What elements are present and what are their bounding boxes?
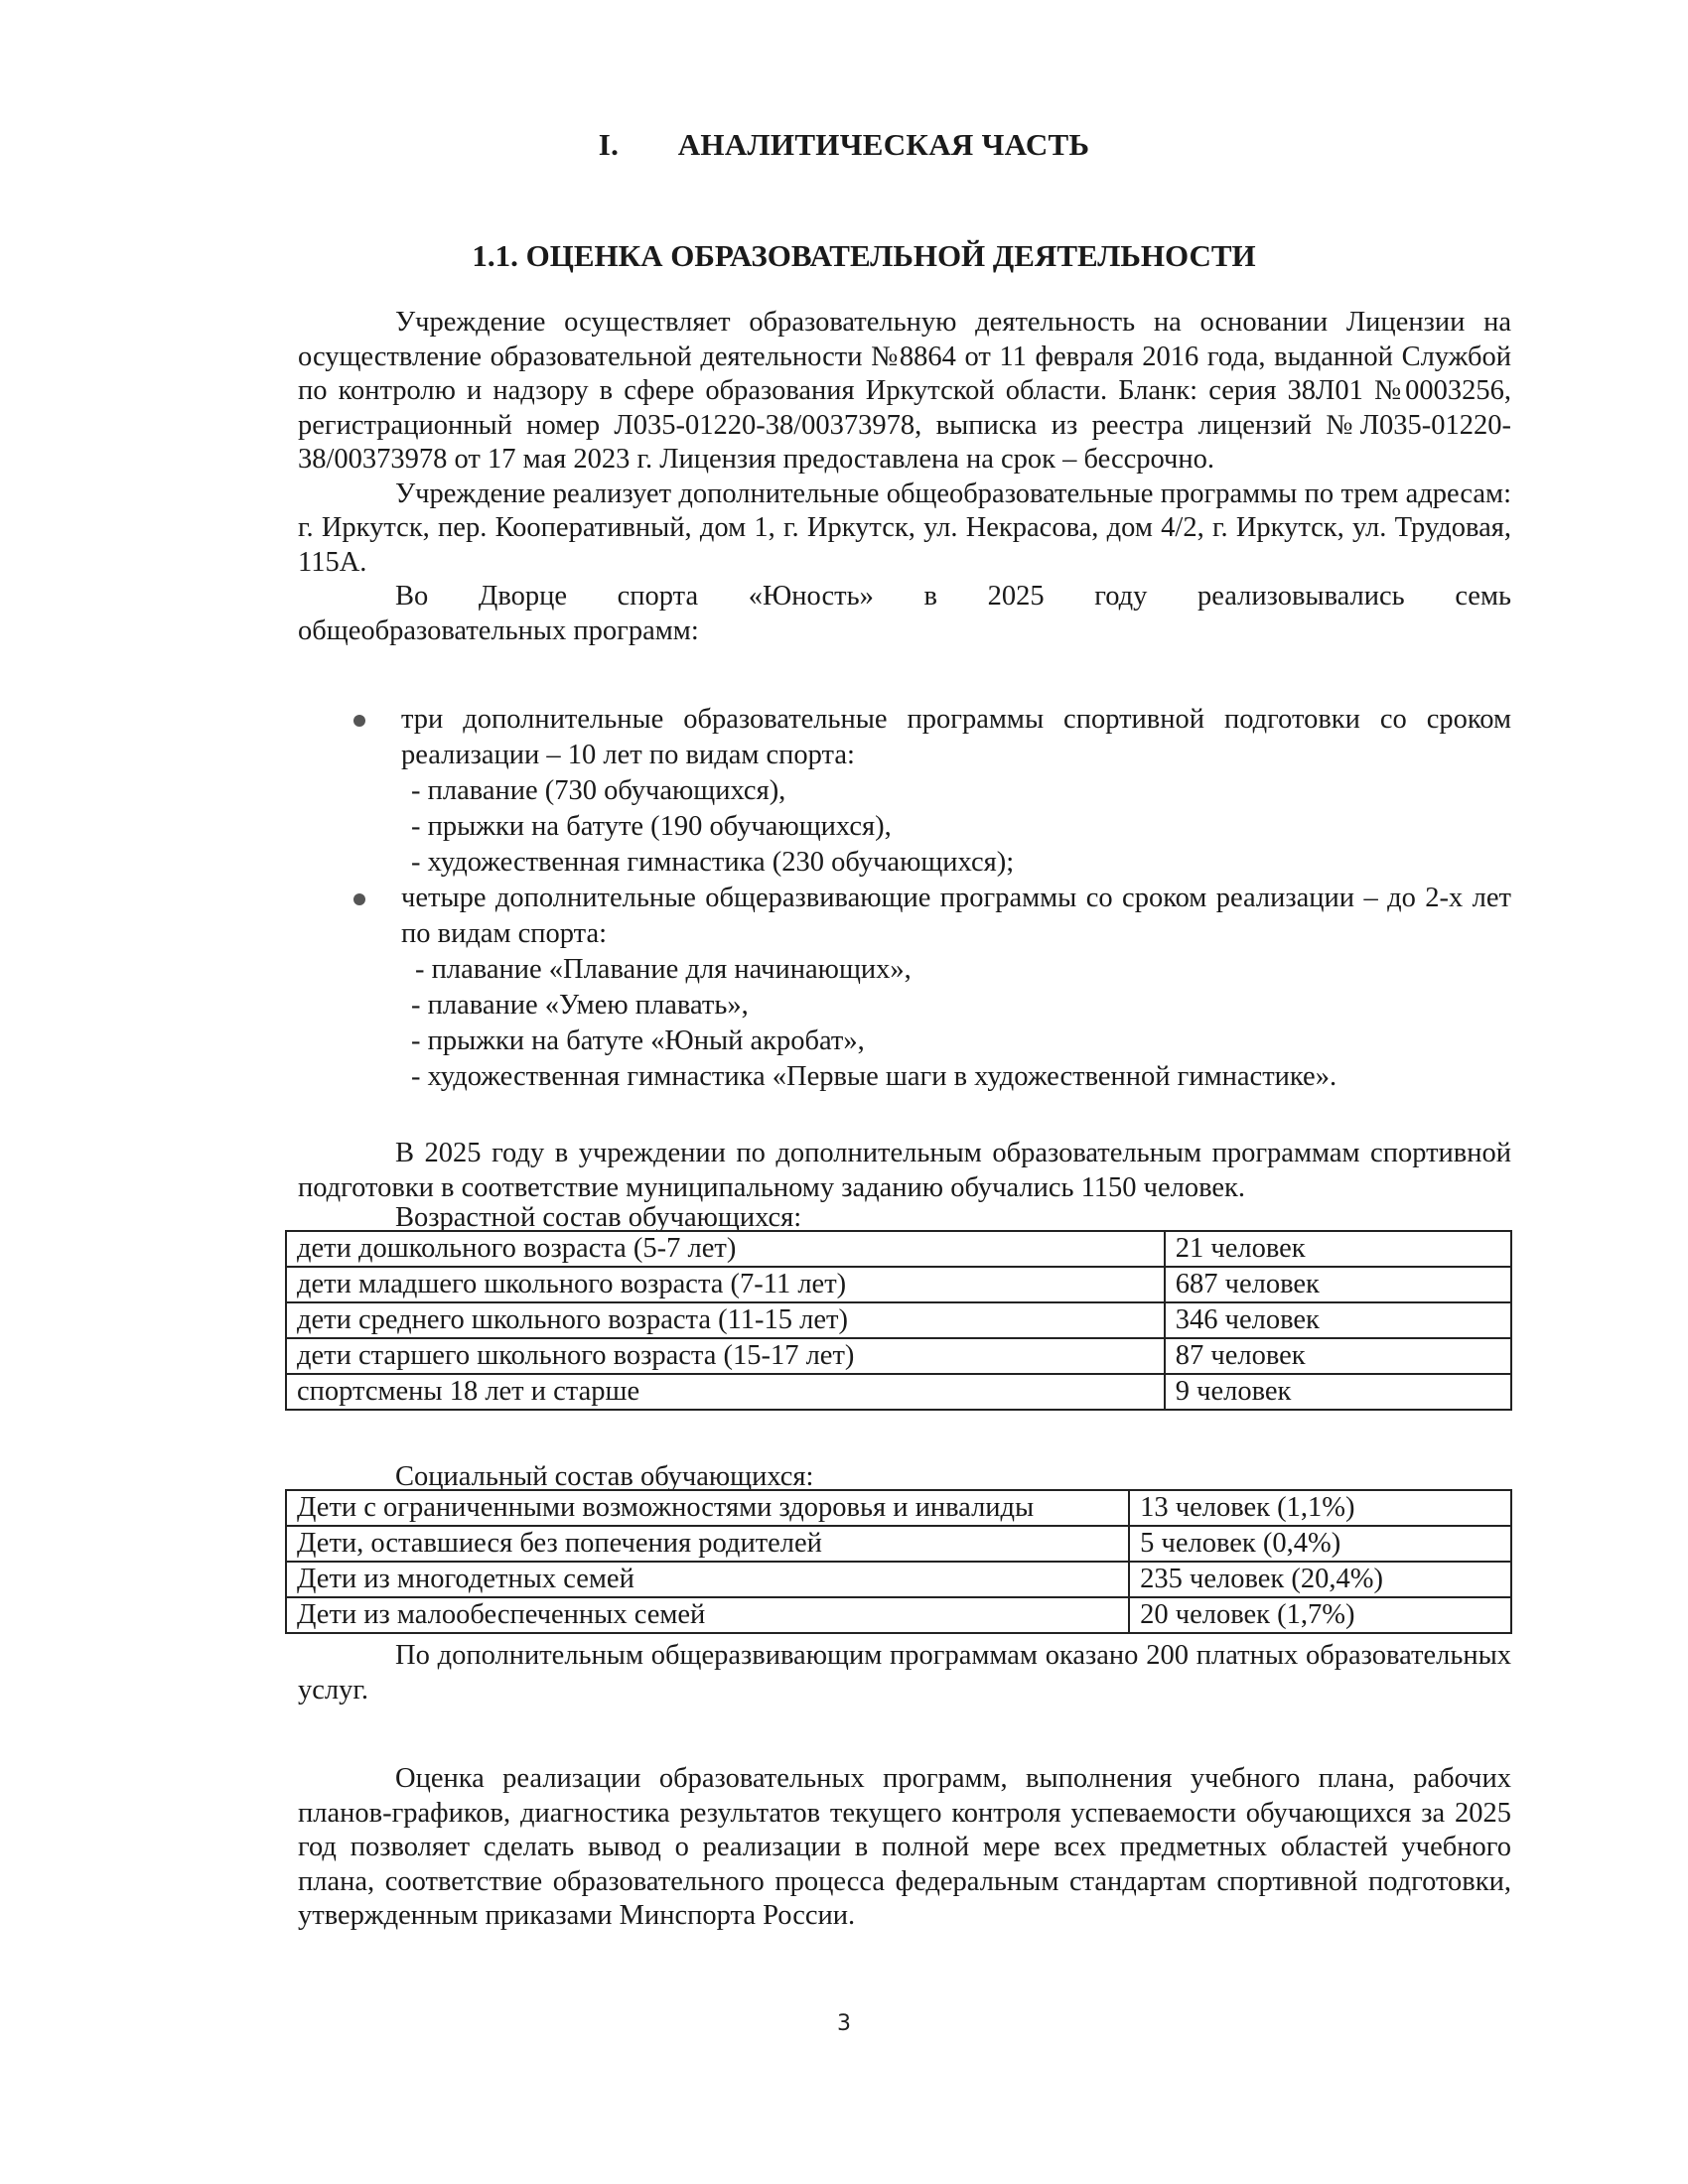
social-composition-table [285, 1489, 1512, 1634]
paid-services-paragraph: По дополнительным общеразвивающим программам оказано 200 платных образовательных услуг. [298, 1640, 1511, 1706]
count-cell: 20 человек (1,7%) [1129, 1597, 1511, 1633]
table-row [286, 1490, 1511, 1526]
bullet-icon [353, 893, 365, 905]
table-row [286, 1231, 1511, 1267]
paid-services-block [298, 1639, 1511, 1707]
table-row [286, 1526, 1511, 1562]
bullet-text: четыре дополнительные общеразвивающие программы со сроком реализации – до 2-х лет по видам спорта: [401, 883, 1511, 949]
age-group-cell: дети старшего школьного возраста (15-17 лет) [286, 1338, 1165, 1374]
age-group-cell: спортсмены 18 лет и старше [286, 1374, 1165, 1410]
page-number: 3 [837, 2011, 851, 2036]
addresses-paragraph: Учреждение реализует дополнительные общеобразовательные программы по трем адресам: г. Иркутск, пер. Кооперативный, дом 1, г. Иркутск, ул. Некрасова, дом 4/2, г. Иркутск, ул. Трудовая, 115А. [298, 478, 1511, 578]
age-group-cell: дети младшего школьного возраста (7-11 лет) [286, 1267, 1165, 1302]
count-cell: 87 человек [1165, 1338, 1511, 1374]
section-number: I. [598, 127, 620, 162]
assessment-block [298, 1762, 1511, 1934]
enrollment-paragraph: В 2025 году в учреждении по дополнительным образовательным программам спортивной подготовки в соответствие муниципальному заданию обучались 1150 человек. [298, 1138, 1511, 1203]
sub-list-item: - плавание (730 обучающихся), [411, 775, 786, 806]
sub-list-item: - плавание «Умею плавать», [411, 990, 749, 1021]
age-table-caption: Возрастной состав обучающихся: [395, 1202, 802, 1233]
enrollment-block [298, 1137, 1511, 1205]
subsection-heading: 1.1. ОЦЕНКА ОБРАЗОВАТЕЛЬНОЙ ДЕЯТЕЛЬНОСТИ [472, 238, 1256, 273]
table-row [286, 1302, 1511, 1338]
social-group-cell: Дети с ограниченными возможностями здоровья и инвалиды [286, 1490, 1129, 1526]
table-row [286, 1267, 1511, 1302]
programs-list [298, 702, 1511, 1095]
social-group-cell: Дети из малообеспеченных семей [286, 1597, 1129, 1633]
social-group-cell: Дети из многодетных семей [286, 1562, 1129, 1597]
section-heading [0, 127, 1688, 163]
age-group-cell: дети среднего школьного возраста (11-15 лет) [286, 1302, 1165, 1338]
sub-list-item: - плавание «Плавание для начинающих», [415, 954, 912, 985]
count-cell: 346 человек [1165, 1302, 1511, 1338]
table-row [286, 1374, 1511, 1410]
count-cell: 235 человек (20,4%) [1129, 1562, 1511, 1597]
age-group-cell: дети дошкольного возраста (5-7 лет) [286, 1231, 1165, 1267]
table-row [286, 1338, 1511, 1374]
list-item [298, 881, 1511, 1095]
sub-list-item: - художественная гимнастика «Первые шаги в художественной гимнастике». [411, 1061, 1337, 1092]
assessment-paragraph: Оценка реализации образовательных программ, выполнения учебного плана, рабочих планов-графиков, диагностика результатов текущего контроля успеваемости обучающихся за 2025 год позволяет сделать вывод о реализации в полной мере всех предметных областей учебного плана, соответствие образовательного процесса федеральным стандартам спортивной подготовки, утвержденным приказами Минспорта России. [298, 1763, 1511, 1931]
count-cell: 687 человек [1165, 1267, 1511, 1302]
count-cell: 5 человек (0,4%) [1129, 1526, 1511, 1562]
list-item [298, 702, 1511, 881]
count-cell: 9 человек [1165, 1374, 1511, 1410]
programs-intro-line2: общеобразовательных программ: [298, 614, 699, 646]
table-row [286, 1597, 1511, 1633]
sub-list-item: - художественная гимнастика (230 обучающихся); [411, 847, 1015, 878]
table-row [286, 1562, 1511, 1597]
section-title: АНАЛИТИЧЕСКАЯ ЧАСТЬ [677, 127, 1090, 162]
bullet-text: три дополнительные образовательные программы спортивной подготовки со сроком реализации – 10 лет по видам спорта: [401, 704, 1511, 770]
count-cell: 13 человек (1,1%) [1129, 1490, 1511, 1526]
age-composition-table [285, 1230, 1512, 1411]
license-paragraph-block [298, 306, 1511, 648]
bullet-icon [353, 715, 365, 727]
license-paragraph: Учреждение осуществляет образовательную деятельность на основании Лицензии на осуществление образовательной деятельности №8864 от 11 февраля 2016 года, выданной Службой по контролю и надзору в сфере образования Иркутской области. Бланк: серия 38Л01 №0003256, регистрационный номер Л035-01220-38/00373978, выписка из реестра лицензий №Л035-01220-38/00373978 от 17 мая 2023 г. Лицензия предоставлена на срок – бессрочно. [298, 307, 1511, 475]
sub-list-item: - прыжки на батуте (190 обучающихся), [411, 811, 892, 842]
sub-list-item: - прыжки на батуте «Юный акробат», [411, 1025, 865, 1056]
social-table-caption: Социальный состав обучающихся: [395, 1461, 814, 1492]
programs-intro-line1: Во Дворце спорта «Юность» в 2025 году реализовывались семь [395, 581, 1511, 612]
social-group-cell: Дети, оставшиеся без попечения родителей [286, 1526, 1129, 1562]
count-cell: 21 человек [1165, 1231, 1511, 1267]
